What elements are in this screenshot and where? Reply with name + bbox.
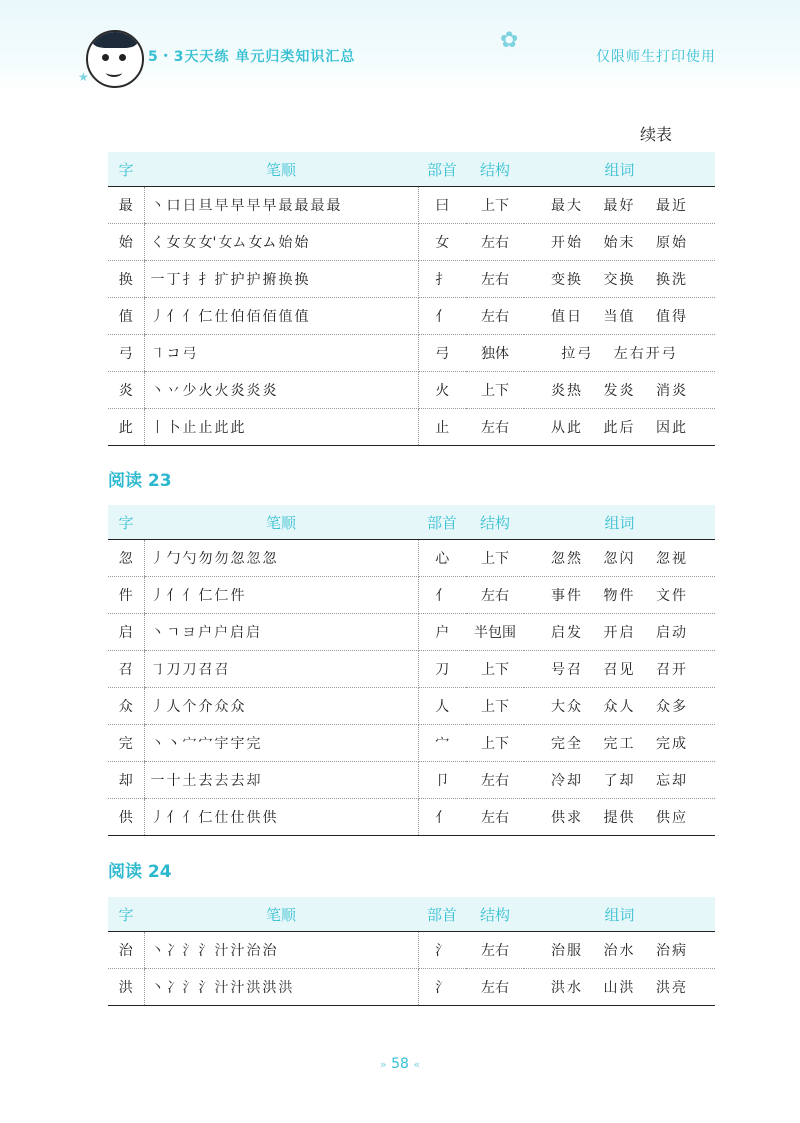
header-usage-note: 仅限师生打印使用 <box>596 49 716 65</box>
stroke-step: 值 <box>278 309 293 325</box>
stroke-step: 女ム <box>248 235 277 251</box>
stroke-step: 宇 <box>214 736 229 752</box>
table-row <box>108 799 715 836</box>
table-row <box>108 577 715 614</box>
stroke-step: 早 <box>246 198 261 214</box>
stroke-order-cell <box>144 261 418 298</box>
col-header-stroke-order: 笔顺 <box>144 152 418 187</box>
stroke-step: 火 <box>198 383 213 399</box>
stroke-step: 伯 <box>230 309 245 325</box>
char-cell: 炎 <box>108 372 144 409</box>
stroke-step: ㇕ <box>150 346 165 362</box>
structure-cell: 上下 <box>466 372 524 409</box>
structure-cell: 左右 <box>466 799 524 836</box>
char-cell: 启 <box>108 614 144 651</box>
stroke-step: 亻 <box>182 588 197 604</box>
stroke-step: 一 <box>150 272 165 288</box>
stroke-step: 丶 <box>150 625 165 641</box>
char-cell: 完 <box>108 725 144 762</box>
stroke-step: 炎 <box>230 383 245 399</box>
stroke-step: 卜 <box>166 420 181 436</box>
words-cell: 变换 交换 换洗 <box>524 261 715 298</box>
stroke-step: 十 <box>166 773 181 789</box>
stroke-order-cell <box>144 725 418 762</box>
stroke-step: 早 <box>214 198 229 214</box>
stroke-step: 止 <box>198 420 213 436</box>
stroke-step: 洪 <box>278 980 293 996</box>
words-cell: 冷却 了却 忘却 <box>524 762 715 799</box>
radical-cell: 人 <box>418 688 466 725</box>
words-cell: 号召 召见 召开 <box>524 651 715 688</box>
words-cell: 大众 众人 众多 <box>524 688 715 725</box>
radical-cell: 刀 <box>418 651 466 688</box>
stroke-step: 治 <box>262 943 277 959</box>
stroke-step: 捬 <box>262 272 277 288</box>
stroke-step: 宀 <box>182 736 197 752</box>
char-cell: 洪 <box>108 969 144 1006</box>
stroke-order-cell <box>144 651 418 688</box>
stroke-step: 佰 <box>246 309 261 325</box>
section-title-reading-23: 阅读 23 <box>108 471 172 491</box>
stroke-step: 众 <box>214 699 229 715</box>
stroke-step: 土 <box>182 773 197 789</box>
stroke-order-cell <box>144 540 418 577</box>
char-cell: 却 <box>108 762 144 799</box>
stroke-step: 仁 <box>198 810 213 826</box>
stroke-step: 刀 <box>182 662 197 678</box>
structure-cell: 左右 <box>466 298 524 335</box>
col-header-stroke-order: 笔顺 <box>144 897 418 932</box>
char-cell: 始 <box>108 224 144 261</box>
stroke-step: 汁 <box>214 943 229 959</box>
structure-cell: 上下 <box>466 688 524 725</box>
stroke-step: 介 <box>198 699 213 715</box>
stroke-step: 亻 <box>166 588 181 604</box>
stroke-step: 弓 <box>182 346 197 362</box>
stroke-step: 亻 <box>182 309 197 325</box>
stroke-order-cell <box>144 224 418 261</box>
stroke-step: 忽 <box>262 551 277 567</box>
table-row <box>108 688 715 725</box>
table-header-row <box>108 505 715 540</box>
stroke-step: 最 <box>294 198 309 214</box>
table-row <box>108 372 715 409</box>
stroke-order-cell <box>144 335 418 372</box>
words-cell: 启发 开启 启动 <box>524 614 715 651</box>
stroke-step: 最 <box>310 198 325 214</box>
stroke-order-table-2 <box>108 505 715 836</box>
stroke-step: 宇 <box>230 736 245 752</box>
col-header-radical: 部首 <box>418 152 466 187</box>
stroke-step: 完 <box>246 736 261 752</box>
stroke-step: 少 <box>182 383 197 399</box>
col-header-radical: 部首 <box>418 897 466 932</box>
stroke-step: 户 <box>214 625 229 641</box>
stroke-step: 汁 <box>230 980 245 996</box>
table-row <box>108 224 715 261</box>
stroke-step: 供 <box>262 810 277 826</box>
table-row <box>108 969 715 1006</box>
mascot-logo <box>86 30 144 88</box>
stroke-step: 启 <box>230 625 245 641</box>
words-cell: 炎热 发炎 消炎 <box>524 372 715 409</box>
stroke-step: 口 <box>166 198 181 214</box>
radical-cell: 火 <box>418 372 466 409</box>
stroke-step: ㇆ <box>150 662 165 678</box>
stroke-step: 换 <box>294 272 309 288</box>
stroke-step: 此 <box>230 420 245 436</box>
stroke-step: 丷 <box>166 383 181 399</box>
stroke-order-cell <box>144 577 418 614</box>
col-header-words: 组词 <box>524 897 715 932</box>
radical-cell: 氵 <box>418 932 466 969</box>
col-header-stroke-order: 笔顺 <box>144 505 418 540</box>
stroke-order-cell <box>144 688 418 725</box>
stroke-step: 此 <box>214 420 229 436</box>
stroke-order-cell <box>144 799 418 836</box>
words-cell: 拉弓 左右开弓 <box>524 335 715 372</box>
radical-cell: 弓 <box>418 335 466 372</box>
stroke-step: 洪 <box>262 980 277 996</box>
table-row <box>108 762 715 799</box>
table-row <box>108 651 715 688</box>
radical-cell: 心 <box>418 540 466 577</box>
stroke-step: 火 <box>214 383 229 399</box>
stroke-step: 个 <box>182 699 197 715</box>
stroke-step: 洪 <box>246 980 261 996</box>
stroke-order-cell <box>144 969 418 1006</box>
stroke-order-cell <box>144 409 418 446</box>
stroke-step: 护 <box>230 272 245 288</box>
stroke-step: 氵 <box>198 980 213 996</box>
stroke-step: 仕 <box>214 309 229 325</box>
stroke-step: 仁 <box>198 588 213 604</box>
stroke-step: 女 <box>166 235 181 251</box>
char-cell: 换 <box>108 261 144 298</box>
stroke-order-cell <box>144 614 418 651</box>
stroke-step: 仁 <box>198 309 213 325</box>
words-cell: 最大 最好 最近 <box>524 187 715 224</box>
radical-cell: 亻 <box>418 577 466 614</box>
stroke-step: 仕 <box>230 810 245 826</box>
table-row <box>108 261 715 298</box>
stroke-step: 众 <box>230 699 245 715</box>
structure-cell: 左右 <box>466 261 524 298</box>
char-cell: 件 <box>108 577 144 614</box>
stroke-step: く <box>150 235 165 251</box>
radical-cell: 氵 <box>418 969 466 1006</box>
stroke-step: 宀 <box>198 736 213 752</box>
stroke-step: 丿 <box>150 588 165 604</box>
col-header-words: 组词 <box>524 152 715 187</box>
stroke-step: 供 <box>246 810 261 826</box>
stroke-step: 治 <box>246 943 261 959</box>
stroke-step: 丶 <box>150 198 165 214</box>
stroke-step: 止 <box>182 420 197 436</box>
table-row <box>108 725 715 762</box>
arrow-left-icon: « <box>413 1058 421 1071</box>
stroke-step: 勿 <box>198 551 213 567</box>
radical-cell: 扌 <box>418 261 466 298</box>
radical-cell: 止 <box>418 409 466 446</box>
stroke-step: 扌 <box>198 272 213 288</box>
stroke-step: 召 <box>198 662 213 678</box>
stroke-step: 却 <box>246 773 261 789</box>
stroke-step: 丶 <box>150 736 165 752</box>
stroke-step: 值 <box>294 309 309 325</box>
stroke-step: 旦 <box>198 198 213 214</box>
stroke-step: ㄱ <box>166 625 181 641</box>
table-row <box>108 409 715 446</box>
page-number-value: 58 <box>391 1056 409 1072</box>
stroke-order-table-3 <box>108 897 715 1006</box>
col-header-words: 组词 <box>524 505 715 540</box>
structure-cell: 左右 <box>466 932 524 969</box>
col-header-structure: 结构 <box>466 152 524 187</box>
stroke-step: コ <box>166 346 181 362</box>
table-row <box>108 932 715 969</box>
char-cell: 弓 <box>108 335 144 372</box>
stroke-order-cell <box>144 762 418 799</box>
structure-cell: 上下 <box>466 540 524 577</box>
table-row <box>108 298 715 335</box>
radical-cell: 曰 <box>418 187 466 224</box>
stroke-step: 户 <box>198 625 213 641</box>
stroke-step: 丶 <box>150 943 165 959</box>
stroke-step: 亻 <box>182 810 197 826</box>
stroke-step: 一 <box>150 773 165 789</box>
char-cell: 最 <box>108 187 144 224</box>
structure-cell: 左右 <box>466 224 524 261</box>
stroke-step: 始 <box>294 235 309 251</box>
structure-cell: 左右 <box>466 577 524 614</box>
radical-cell: 卩 <box>418 762 466 799</box>
structure-cell: 左右 <box>466 762 524 799</box>
stroke-step: 勿 <box>214 551 229 567</box>
table-row <box>108 335 715 372</box>
stroke-step: 汁 <box>214 980 229 996</box>
stroke-step: 最 <box>278 198 293 214</box>
char-cell: 忽 <box>108 540 144 577</box>
radical-cell: 亻 <box>418 298 466 335</box>
stroke-step: 仕 <box>214 810 229 826</box>
stroke-step: ヨ <box>182 625 197 641</box>
stroke-step: 仁 <box>214 588 229 604</box>
radical-cell: 户 <box>418 614 466 651</box>
col-header-character: 字 <box>108 152 144 187</box>
stroke-step: 丿 <box>150 699 165 715</box>
arrow-right-icon: » <box>379 1058 387 1071</box>
stroke-order-cell <box>144 932 418 969</box>
radical-cell: 女 <box>418 224 466 261</box>
stroke-step: 忽 <box>230 551 245 567</box>
stroke-step: 女ム <box>218 235 247 251</box>
structure-cell: 独体 <box>466 335 524 372</box>
stroke-step: 炎 <box>246 383 261 399</box>
stroke-step: 扌 <box>182 272 197 288</box>
stroke-step: 丶 <box>150 383 165 399</box>
stroke-step: 亻 <box>166 309 181 325</box>
flower-icon: ✿ <box>500 28 519 53</box>
col-header-character: 字 <box>108 897 144 932</box>
stroke-step: 最 <box>326 198 341 214</box>
table-header-row <box>108 897 715 932</box>
stroke-step: 丁 <box>166 272 181 288</box>
words-cell: 洪水 山洪 洪亮 <box>524 969 715 1006</box>
words-cell: 开始 始末 原始 <box>524 224 715 261</box>
stroke-step: 件 <box>230 588 245 604</box>
stroke-step: 早 <box>230 198 245 214</box>
words-cell: 事件 物件 文件 <box>524 577 715 614</box>
stroke-step: 去 <box>230 773 245 789</box>
table-header-row <box>108 152 715 187</box>
words-cell: 供求 提供 供应 <box>524 799 715 836</box>
stroke-step: 换 <box>278 272 293 288</box>
star-icon: ★ <box>78 70 89 84</box>
structure-cell: 左右 <box>466 969 524 1006</box>
stroke-step: 氵 <box>182 943 197 959</box>
words-cell: 从此 此后 因此 <box>524 409 715 446</box>
table-row <box>108 614 715 651</box>
stroke-step: 亻 <box>166 810 181 826</box>
stroke-step: 汁 <box>230 943 245 959</box>
words-cell: 治服 治水 治病 <box>524 932 715 969</box>
stroke-step: 始 <box>278 235 293 251</box>
stroke-step: 勺 <box>182 551 197 567</box>
char-cell: 众 <box>108 688 144 725</box>
stroke-step: 去 <box>198 773 213 789</box>
stroke-step: 日 <box>182 198 197 214</box>
char-cell: 此 <box>108 409 144 446</box>
col-header-structure: 结构 <box>466 897 524 932</box>
continued-label: 续表 <box>639 125 672 144</box>
stroke-step: 丶 <box>166 736 181 752</box>
col-header-radical: 部首 <box>418 505 466 540</box>
stroke-step: 丿 <box>150 309 165 325</box>
stroke-step: 启 <box>246 625 261 641</box>
table-row <box>108 187 715 224</box>
page-number <box>0 1056 800 1072</box>
header-series-title: 5・3天天练 单元归类知识汇总 <box>148 49 356 65</box>
stroke-step: 刀 <box>166 662 181 678</box>
stroke-order-cell <box>144 298 418 335</box>
char-cell: 供 <box>108 799 144 836</box>
stroke-order-cell <box>144 372 418 409</box>
words-cell: 值日 当值 值得 <box>524 298 715 335</box>
section-title-reading-24: 阅读 24 <box>108 862 172 882</box>
words-cell: 完全 完工 完成 <box>524 725 715 762</box>
stroke-step: 氵 <box>182 980 197 996</box>
stroke-step: 人 <box>166 699 181 715</box>
stroke-step: 忽 <box>246 551 261 567</box>
stroke-step: 丿 <box>150 810 165 826</box>
stroke-step: 护 <box>246 272 261 288</box>
stroke-step: 女' <box>198 235 217 251</box>
char-cell: 治 <box>108 932 144 969</box>
char-cell: 值 <box>108 298 144 335</box>
stroke-step: 丶 <box>150 980 165 996</box>
structure-cell: 上下 <box>466 187 524 224</box>
stroke-step: 勹 <box>166 551 181 567</box>
stroke-step: 炎 <box>262 383 277 399</box>
stroke-step: 去 <box>214 773 229 789</box>
stroke-step: 扩 <box>214 272 229 288</box>
stroke-step: 冫 <box>166 980 181 996</box>
stroke-step: 女 <box>182 235 197 251</box>
char-cell: 召 <box>108 651 144 688</box>
stroke-step: 早 <box>262 198 277 214</box>
stroke-step: 丨 <box>150 420 165 436</box>
structure-cell: 上下 <box>466 725 524 762</box>
structure-cell: 上下 <box>466 651 524 688</box>
stroke-step: 召 <box>214 662 229 678</box>
stroke-order-table-1 <box>108 152 715 446</box>
stroke-order-cell <box>144 187 418 224</box>
col-header-character: 字 <box>108 505 144 540</box>
stroke-step: 佰 <box>262 309 277 325</box>
stroke-step: 丿 <box>150 551 165 567</box>
structure-cell: 左右 <box>466 409 524 446</box>
radical-cell: 亻 <box>418 799 466 836</box>
stroke-step: 冫 <box>166 943 181 959</box>
table-row <box>108 540 715 577</box>
stroke-step: 氵 <box>198 943 213 959</box>
radical-cell: 宀 <box>418 725 466 762</box>
words-cell: 忽然 忽闪 忽视 <box>524 540 715 577</box>
col-header-structure: 结构 <box>466 505 524 540</box>
structure-cell: 半包围 <box>466 614 524 651</box>
